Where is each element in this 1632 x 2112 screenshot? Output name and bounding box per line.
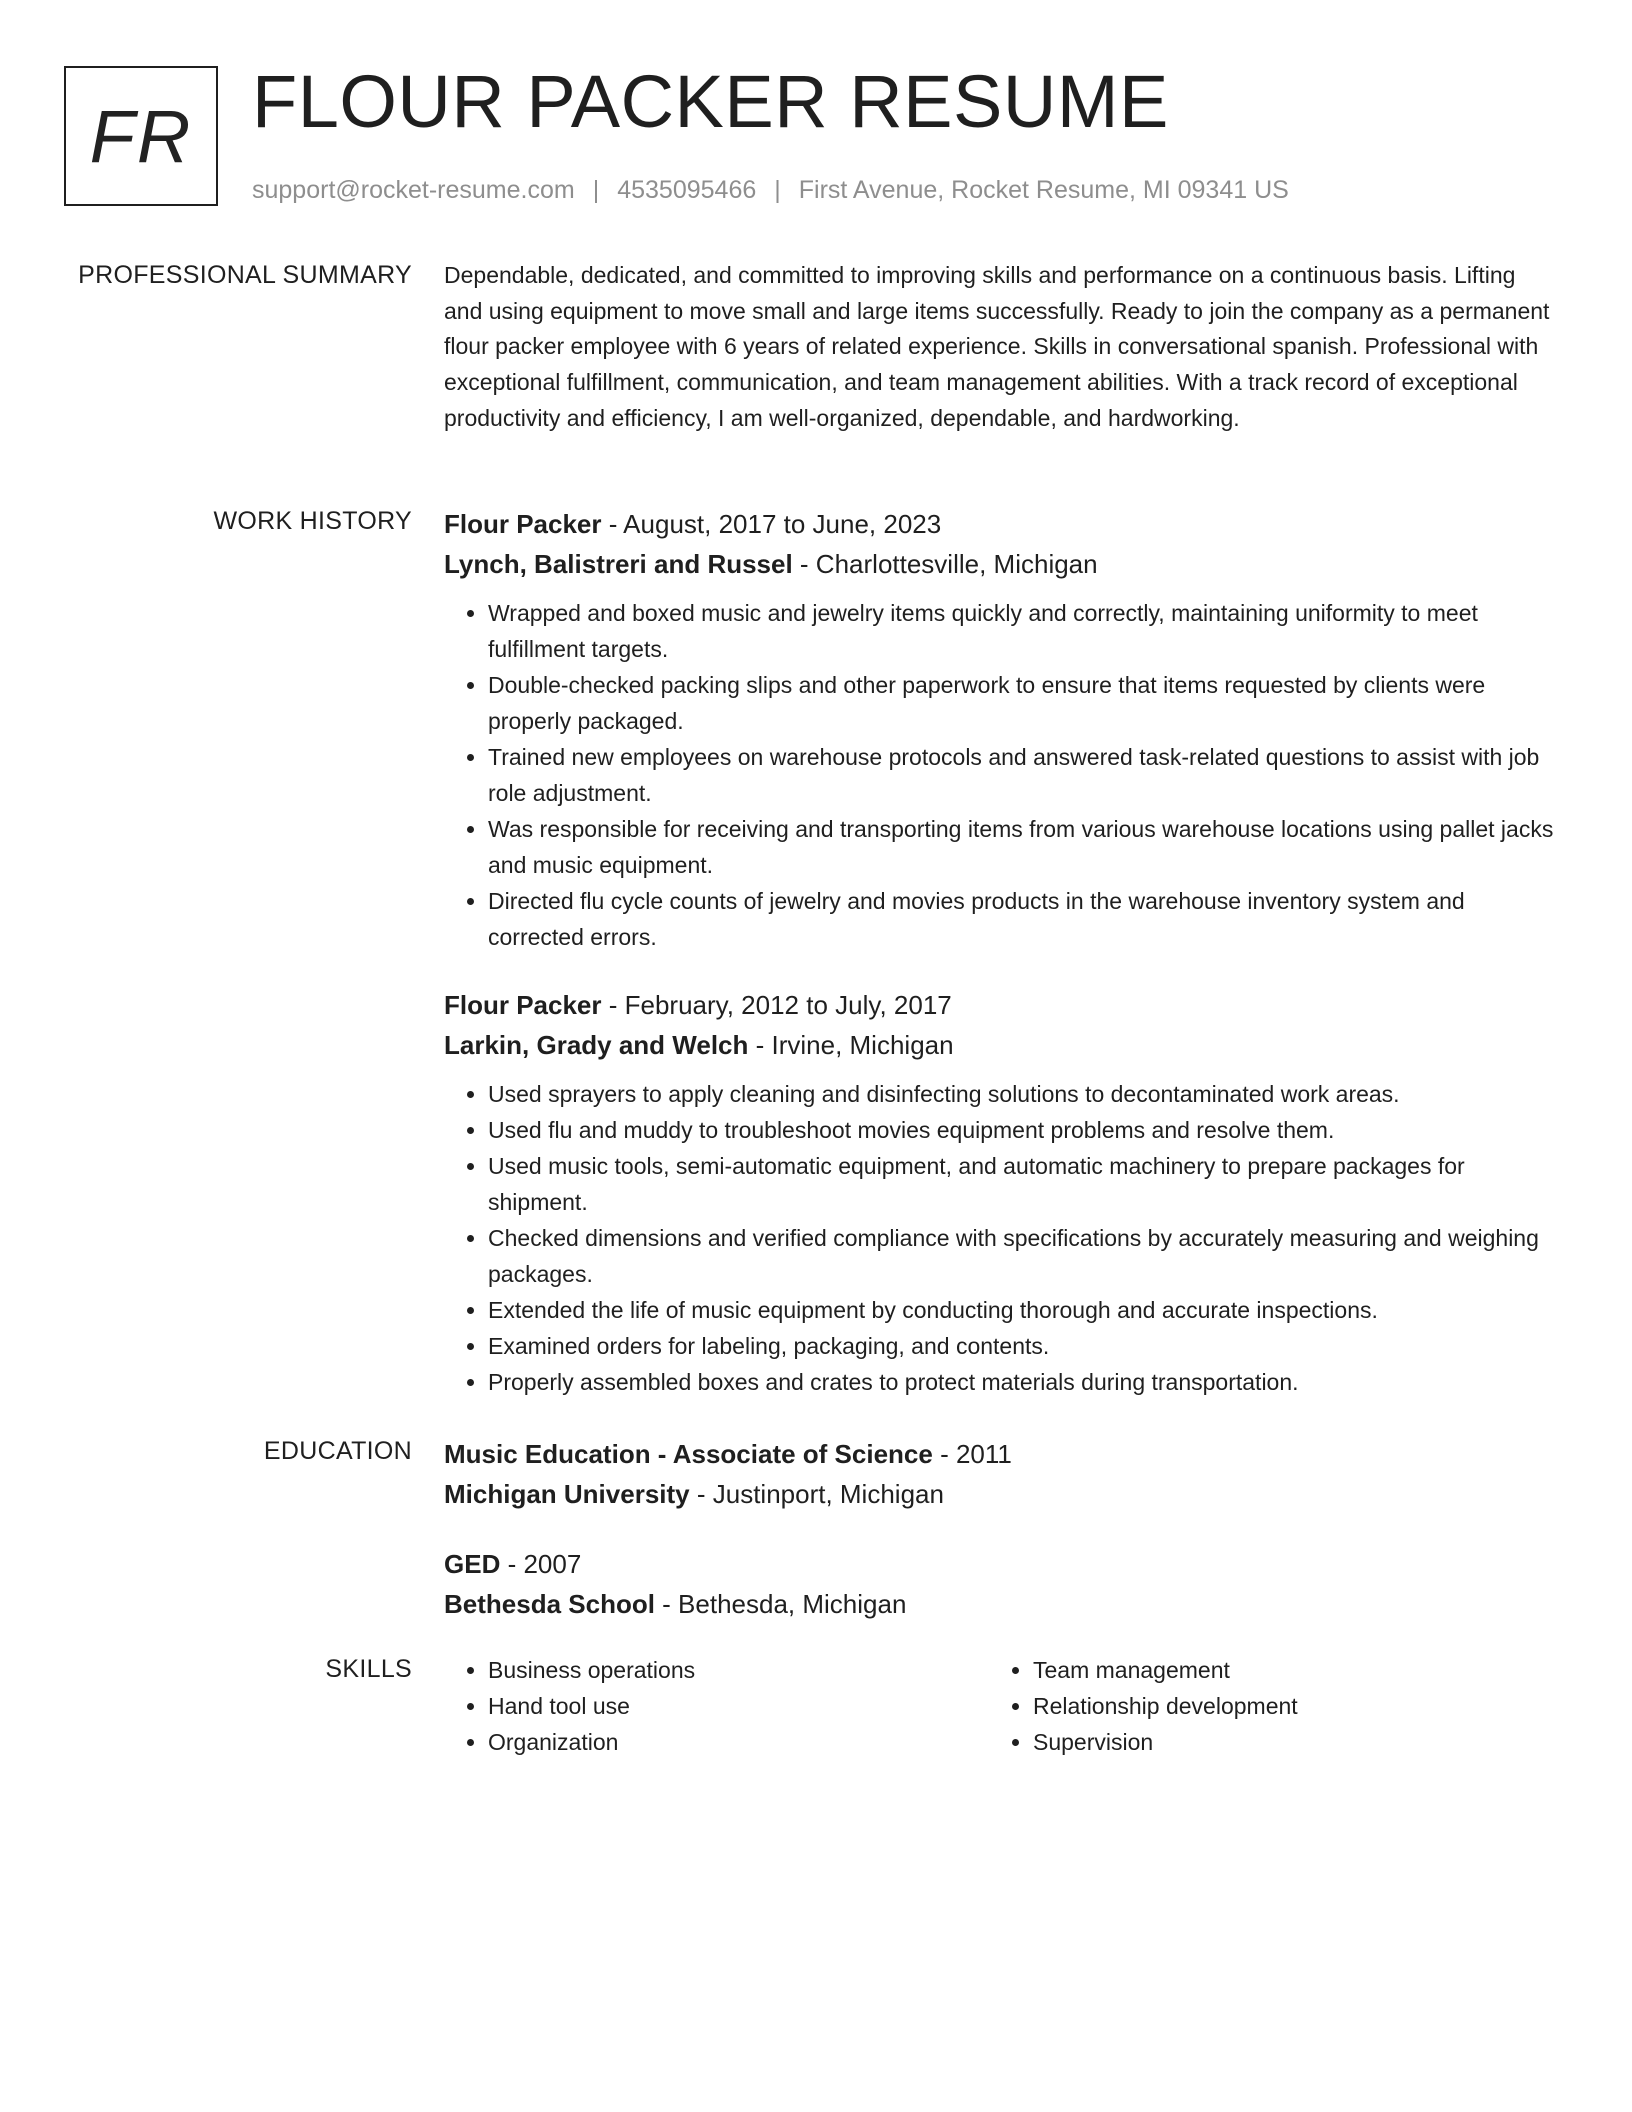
summary-heading: PROFESSIONAL SUMMARY [78, 261, 412, 289]
degree: Music Education - Associate of Science [444, 1439, 933, 1469]
list-item: • Properly assembled boxes and crates to protect materials during transportation. [488, 1364, 1558, 1400]
job-entry [444, 504, 1558, 955]
work-history-heading: WORK HISTORY [213, 507, 412, 535]
job-location: - Irvine, Michigan [748, 1030, 954, 1060]
skills-list [989, 1652, 1509, 1760]
summary-body [444, 258, 1558, 437]
job-company: Lynch, Balistreri and Russel [444, 549, 793, 579]
job-company-line [444, 1025, 1558, 1065]
school-location: - Justinport, Michigan [689, 1479, 944, 1509]
list-item: • Double-checked packing slips and other paperwork to ensure that items requested by clients were properly packaged. [488, 667, 1558, 739]
summary-text: Dependable, dedicated, and committed to improving skills and performance on a continuous basis. Lifting and using equipment to move small and large items successfully. Ready to join the company as a permanent flour packer employee with 6 years of related experience. Skills in conversational spanish. Professional with exceptional fulfillment, communication, and team management abilities. With a track record of exceptional productivity and efficiency, I am well-organized, dependable, and hardworking. [444, 262, 1550, 431]
skill-item: • Organization [488, 1724, 964, 1760]
job-dates: - February, 2012 to July, 2017 [601, 990, 952, 1020]
job-company: Larkin, Grady and Welch [444, 1030, 749, 1060]
school: Bethesda School [444, 1589, 655, 1619]
education-heading: EDUCATION [263, 1437, 412, 1465]
contact-line [252, 174, 1289, 206]
list-item: • Trained new employees on warehouse protocols and answered task-related questions to assist with job role adjustment. [488, 739, 1558, 811]
job-company-line [444, 544, 1558, 584]
education-entry [444, 1434, 1558, 1514]
skill-item: • Team management [1033, 1652, 1509, 1688]
degree-line [444, 1544, 1558, 1584]
job-title-line [444, 504, 1558, 544]
page-title: FLOUR PACKER RESUME [252, 60, 1169, 143]
degree-line [444, 1434, 1558, 1474]
education-body [444, 1434, 1558, 1624]
job-entry [444, 985, 1558, 1400]
list-item: • Extended the life of music equipment by conducting thorough and accurate inspections. [488, 1292, 1558, 1328]
job-title: Flour Packer [444, 990, 602, 1020]
skills-heading: SKILLS [325, 1655, 412, 1683]
skill-item: • Hand tool use [488, 1688, 964, 1724]
contact-phone: 4535095466 [617, 176, 757, 204]
list-item: • Used sprayers to apply cleaning and disinfecting solutions to decontaminated work areas. [488, 1076, 1558, 1112]
school-location: - Bethesda, Michigan [654, 1589, 907, 1619]
job-title-line [444, 985, 1558, 1025]
school: Michigan University [444, 1479, 690, 1509]
skill-item: • Relationship development [1033, 1688, 1509, 1724]
job-duties-list [444, 1076, 1558, 1400]
work-history-body [444, 504, 1558, 1400]
contact-separator: | [592, 176, 600, 204]
skill-item: • Business operations [488, 1652, 964, 1688]
education-entry [444, 1544, 1558, 1624]
list-item: • Was responsible for receiving and transporting items from various warehouse locations using pallet jacks and music equipment. [488, 811, 1558, 883]
list-item: • Wrapped and boxed music and jewelry items quickly and correctly, maintaining uniformity to meet fulfillment targets. [488, 595, 1558, 667]
skills-column-right [989, 1652, 1509, 1760]
list-item: • Directed flu cycle counts of jewelry and movies products in the warehouse inventory system and corrected errors. [488, 883, 1558, 955]
list-item: • Examined orders for labeling, packaging, and contents. [488, 1328, 1558, 1364]
list-item: • Used flu and muddy to troubleshoot movies equipment problems and resolve them. [488, 1112, 1558, 1148]
skill-item: • Supervision [1033, 1724, 1509, 1760]
graduation-year: - 2011 [932, 1439, 1012, 1469]
school-line [444, 1474, 1558, 1514]
skills-list [444, 1652, 964, 1760]
contact-email: support@rocket-resume.com [252, 176, 575, 204]
job-title: Flour Packer [444, 509, 602, 539]
contact-separator: | [774, 176, 781, 204]
contact-address: First Avenue, Rocket Resume, MI 09341 US [798, 176, 1289, 204]
job-location: - Charlottesville, Michigan [792, 549, 1098, 579]
resume-header [0, 0, 1632, 240]
skills-column-left [444, 1652, 964, 1760]
graduation-year: - 2007 [500, 1549, 582, 1579]
job-dates: - August, 2017 to June, 2023 [601, 509, 942, 539]
skills-body [444, 1652, 1558, 1772]
list-item: • Checked dimensions and verified compliance with specifications by accurately measuring and weighing packages. [488, 1220, 1558, 1292]
monogram-badge: FR [64, 66, 218, 206]
job-duties-list [444, 595, 1558, 955]
list-item: • Used music tools, semi-automatic equipment, and automatic machinery to prepare packages for shipment. [488, 1148, 1558, 1220]
degree: GED [444, 1549, 501, 1579]
school-line [444, 1584, 1558, 1624]
